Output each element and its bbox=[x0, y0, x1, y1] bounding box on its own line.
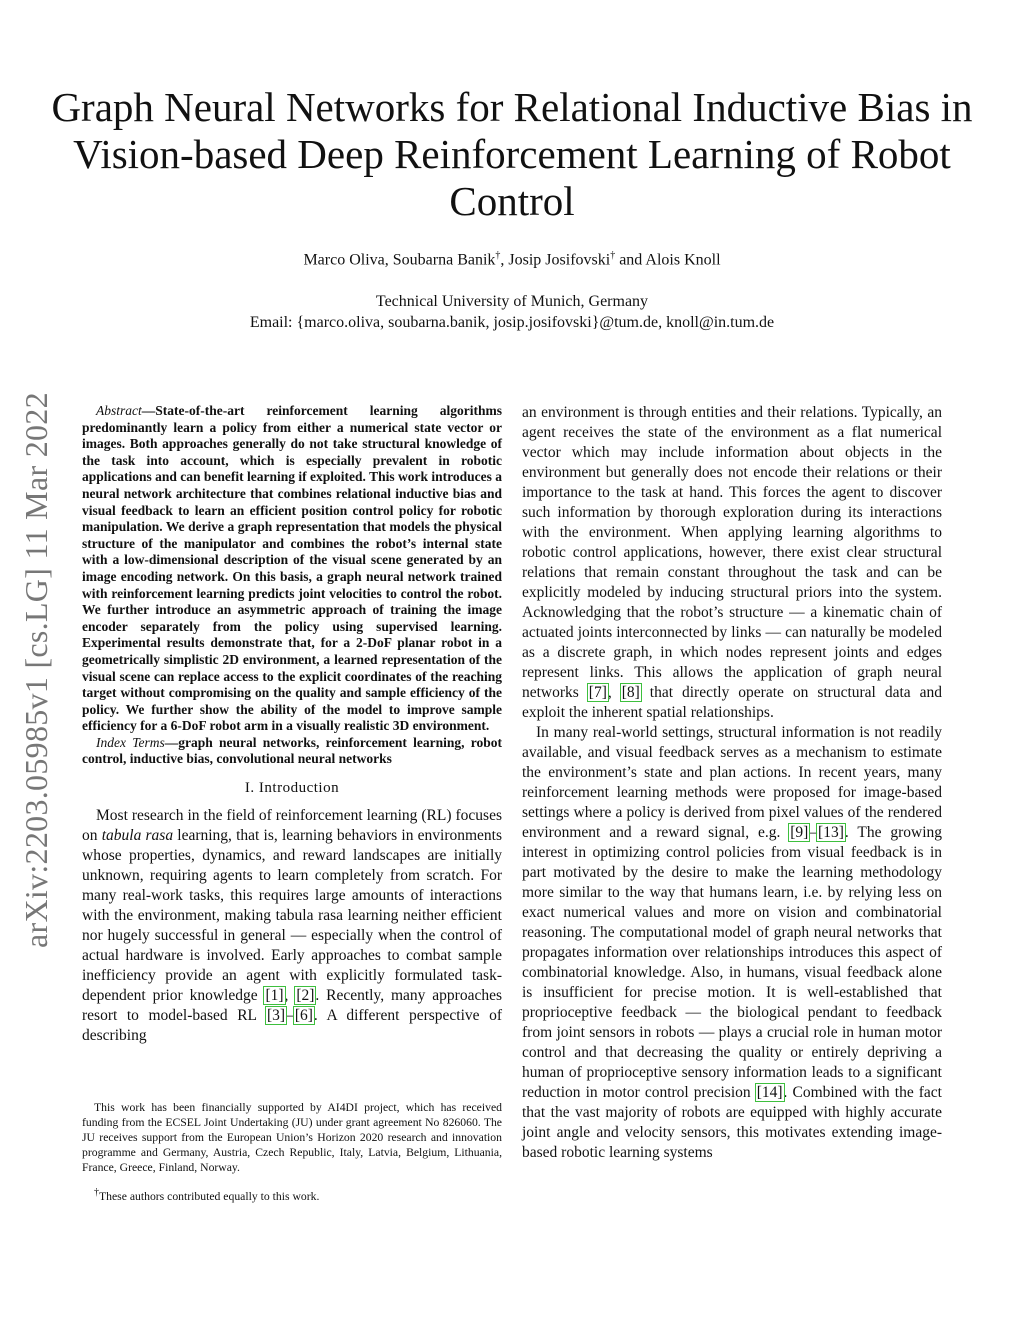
text-run: an environment is through entities and their relations. Typically, an agent receives the state of the environment as a flat numerical vector which may include information about objects in the environment but generally does not encode their relations or their importance to the task at hand. This forces the agent to discover such information by thorough exploration during its interactions with the environment. When applying learning algorithms to robotic control applications, however, there exist clear structural relations that remain constant throughout the task and can be explicitly modeled by inducing structural priors into the system. Acknowledging that the robot’s structure — a kinematic chain of actuated joints interconnected by links — can naturally be modeled as a discrete graph, in which nodes represent joints and edges represent links. This allows the application of graph neural networks bbox=[522, 404, 942, 701]
equal-contribution-footnote bbox=[82, 1185, 502, 1204]
abstract bbox=[82, 403, 502, 735]
text-run: – bbox=[809, 824, 818, 841]
text-run: – bbox=[286, 1007, 294, 1025]
citation-link[interactable]: [13] bbox=[818, 824, 844, 841]
intro-paragraph-1-cont bbox=[522, 403, 942, 723]
citation-link[interactable]: [8] bbox=[621, 684, 640, 701]
left-column bbox=[82, 403, 502, 1046]
email-line: Email: {marco.oliva, soubarna.banik, josip.josifovski}@tum.de, knoll@in.tum.de bbox=[249, 314, 775, 331]
right-column bbox=[522, 403, 942, 1163]
col-split-marker: . A different perspective of describing bbox=[82, 1007, 503, 1045]
citation-link[interactable]: [7] bbox=[588, 684, 607, 701]
italic-term: tabula rasa bbox=[101, 827, 174, 845]
text-run: , bbox=[284, 987, 296, 1005]
text-run: learning, that is, learning behaviors in environments whose properties, dynamics, and reward landscapes are initially unknown, requiring agents to learn completely from scratch. For many real-work tasks, this requires large amounts of interactions with the environment, making tabula rasa learning neither efficient nor hugely successful in general — especially when the control of actual hardware is involved. Early approaches to combat sample inefficiency provide an agent with explicitly formulated task-dependent prior knowledge bbox=[82, 827, 503, 1005]
index-terms bbox=[82, 735, 502, 768]
section-heading-introduction: I. Introduction bbox=[244, 780, 340, 797]
paper-title: Graph Neural Networks for Relational Inductive Bias in Vision-based Deep Reinforcement Learning of Robot Control bbox=[51, 84, 973, 224]
dagger-mark: † bbox=[94, 1187, 99, 1198]
affiliation: Technical University of Munich, Germany bbox=[375, 293, 649, 310]
abstract-label: Abstract bbox=[96, 403, 142, 418]
footnote-text: These authors contributed equally to this work. bbox=[99, 1189, 320, 1203]
text-run: . Recently, many approaches resort to model-based RL bbox=[82, 987, 503, 1025]
author-names-2: , Josip Josifovski bbox=[500, 251, 611, 269]
author-names-3: and Alois Knoll bbox=[615, 251, 721, 269]
funding-footnote: This work has been financially supported by AI4DI project, which has received funding from the ECSEL Joint Undertaking (JU) under grant agreement No 826060. The JU receives support from the European Union’s Horizon 2020 research and innovation programme and Germany, Austria, Czech Republic, Italy, Latvia, Belgium, Lithuania, France, Greece, Finland, Norway. bbox=[82, 1101, 502, 1174]
citation-link[interactable]: [9] bbox=[790, 824, 809, 841]
author-line bbox=[0, 250, 1024, 269]
text-run: that directly operate on structural data and exploit the inherent spatial relationships. bbox=[522, 684, 942, 721]
citation-link[interactable]: [3] bbox=[266, 1007, 286, 1025]
index-terms-label: Index Terms bbox=[96, 734, 165, 750]
citation-link[interactable]: [6] bbox=[294, 1007, 313, 1025]
citation-link[interactable]: [2] bbox=[296, 987, 315, 1005]
text-run: Most research in the field of reinforcement learning (RL) focuses on bbox=[82, 807, 502, 845]
intro-paragraph-1 bbox=[82, 806, 502, 1046]
text-run: In many real-world settings, structural information is not readily available, and visual feedback serves as a mechanism to estimate the environment’s state and plan actions. In recent years, many reinforcement learning methods were proposed for image-based settings where a policy is derived from pixel values of the rendered environment and a reward signal, e.g. bbox=[522, 724, 942, 841]
dagger-mark: † bbox=[495, 250, 501, 261]
author-names-1: Marco Oliva, Soubarna Banik bbox=[303, 251, 496, 269]
intro-paragraph-2 bbox=[522, 723, 942, 1163]
abstract-text: —State-of-the-art reinforcement learning algorithms predominantly learn a policy from either a numerical state vector or images. Both approaches generally do not take structural knowledge of the task into account, which is especially prevalent in robotic applications and can benefit learning if exploited. This work introduces a neural network architecture that combines relational inductive bias and visual feedback to learn an efficient position control policy for robotic manipulation. We derive a graph representation that models the physical structure of the manipulator and combines the robot’s internal state with a low-dimensional description of the visual scene generated by an image encoding network. On this basis, a graph neural network trained with reinforcement learning predicts joint velocities to control the robot. We further introduce an asymmetric approach of training the image encoder separately from the policy using supervised learning. Experimental results demonstrate that, for a 2-DoF planar robot in a geometrically simplistic 2D environment, a learned representation of the visual scene can replace access to the explicit coordinates of the reaching target without compromising on the quality and sample efficiency of the policy. We further show the ability of the model to improve sample efficiency for a 6-DoF robot arm in a visually realistic 3D environment. bbox=[82, 403, 502, 734]
footnotes bbox=[82, 1100, 502, 1204]
dagger-mark: † bbox=[610, 250, 616, 261]
affiliation-block bbox=[0, 291, 1024, 333]
citation-link[interactable]: [1] bbox=[265, 987, 284, 1005]
arxiv-stamp: arXiv:2203.05985v1 [cs.LG] 11 Mar 2022 bbox=[18, 392, 54, 948]
text-run: , bbox=[607, 684, 621, 701]
text-run: . Combined with the fact that the vast majority of robots are equipped with highly accurate joint angle and velocity sensors, this motivates extending image-based robotic learning systems bbox=[522, 1084, 942, 1161]
text-run: . The growing interest in optimizing control policies from visual feedback is in part motivated by the desire to make the learning methodology more similar to the way that humans learn, i.e. by relying less on exact numerical values and more on vision and combinatorial reasoning. The computational model of graph neural networks that propagates information over relationships introduces this aspect of combinatorial knowledge. Also, in humans, visual feedback alone is insufficient for precise motion. It is well-established that proprioceptive feedback — the biological pendant to feedback from joint sensors in robots — plays a crucial role in human motor control and that decreasing the quality or entirely depriving a human of proprioceptive sensory information leads to a significant reduction in motor control precision bbox=[522, 824, 942, 1101]
citation-link[interactable]: [14] bbox=[756, 1084, 783, 1101]
index-terms-text: —graph neural networks, reinforcement learning, robot control, inductive bias, convolutional neural networks bbox=[82, 734, 502, 767]
